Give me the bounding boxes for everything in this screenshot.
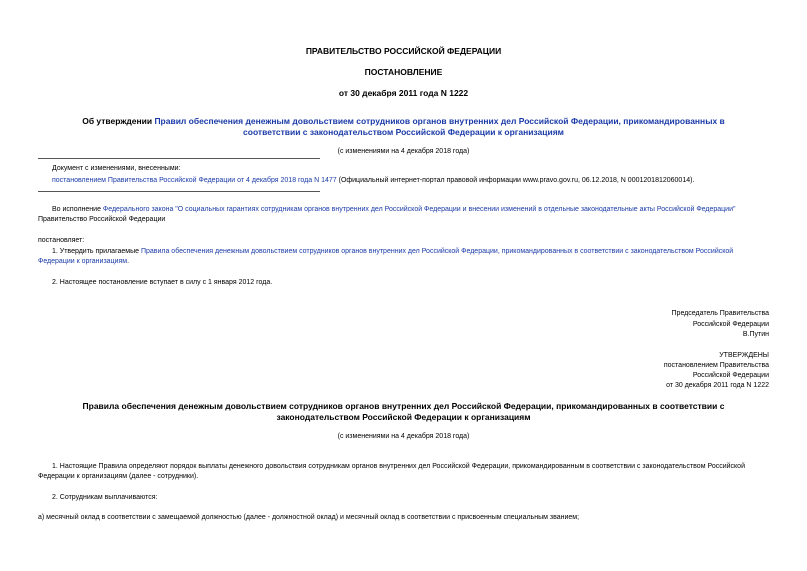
- item1-prefix: 1. Утвердить прилагаемые: [52, 248, 141, 255]
- rules-p1-line2: Федерации к организациям (далее - сотрудники).: [38, 473, 199, 480]
- title-prefix: Об утверждении: [82, 116, 155, 126]
- changes-intro: Документ с изменениями, внесенными:: [52, 165, 181, 172]
- rules-heading-line2: законодательством Российской Федерации к организациям: [276, 412, 531, 422]
- federal-law-link[interactable]: Федерального закона "О социальных гарантиях сотрудникам органов внутренних дел Российской Федерации и внесении изменений в отдельные законодательные акты Российской Федерации": [102, 206, 736, 213]
- approved-date-number: от 30 декабря 2011 года N 1222: [666, 382, 769, 389]
- rules-p2: 2. Сотрудникам выплачиваются:: [52, 494, 158, 501]
- item1-line1: [52, 247, 733, 256]
- rules-link-continued[interactable]: Федерации к организациям: [38, 258, 128, 265]
- item1-line2: Федерации к организациям.: [38, 258, 130, 265]
- rules-link[interactable]: Правила обеспечения денежным довольствием сотрудников органов внутренних дел Российской Федерации, прикомандированных в соответствии с законодательством Российской: [140, 248, 734, 255]
- approved-label: УТВЕРЖДЕНЫ: [719, 352, 769, 359]
- amendment-source: (Официальный интернет-портал правовой информации www.pravo.gov.ru, 06.12.2018, N 0001201812060014).: [336, 177, 695, 184]
- rules-revision-note: (с изменениями на 4 декабря 2018 года): [337, 433, 470, 440]
- government-heading: ПРАВИТЕЛЬСТВО РОССИЙСКОЙ ФЕДЕРАЦИИ: [305, 46, 502, 56]
- doc-type-heading: ПОСТАНОВЛЕНИЕ: [364, 67, 443, 77]
- decides-text: постановляет:: [38, 237, 85, 244]
- amendment-link[interactable]: постановлением Правительства Российской Федерации от 4 декабря 2018 года N 1477: [52, 177, 337, 184]
- approved-by: постановлением Правительства: [663, 362, 769, 369]
- signature-title: Председатель Правительства: [671, 310, 769, 317]
- signature-name: В.Путин: [742, 331, 769, 338]
- preamble-prefix: Во исполнение: [52, 206, 103, 213]
- preamble-line1: [52, 205, 735, 214]
- rules-title-link[interactable]: Правил обеспечения денежным довольствием сотрудников органов внутренних дел Российской Федерации, прикомандированных в: [154, 116, 725, 126]
- changes-line: [52, 176, 694, 185]
- rules-p3: а) месячный оклад в соответствии с замещаемой должностью (далее - должностной оклад) и месячный оклад в соответствии с присвоенным специальным званием;: [38, 514, 580, 521]
- document-title-line1: [0, 116, 807, 127]
- preamble-line2: Правительство Российской Федерации: [38, 216, 166, 223]
- item2-text: 2. Настоящее постановление вступает в силу с 1 января 2012 года.: [52, 279, 273, 286]
- approved-country: Российской Федерации: [692, 372, 769, 379]
- revision-note: (с изменениями на 4 декабря 2018 года): [337, 148, 470, 155]
- rules-heading-line1: Правила обеспечения денежным довольствием сотрудников органов внутренних дел Российской Федерации, прикомандированных в соответствии с: [82, 401, 725, 411]
- rules-title-link-continued[interactable]: соответствии с законодательством Российской Федерации к организациям: [243, 127, 564, 137]
- divider-top: [38, 158, 320, 159]
- document-title-line2: [0, 127, 807, 138]
- rules-p1-line1: 1. Настоящие Правила определяют порядок выплаты денежного довольствия сотрудникам органов внутренних дел Российской Федерации, прикомандированным в соответствии с законодательством Российской: [52, 463, 745, 470]
- divider-bottom: [38, 191, 320, 192]
- signature-country: Российской Федерации: [692, 321, 769, 328]
- date-number-heading: от 30 декабря 2011 года N 1222: [338, 88, 469, 98]
